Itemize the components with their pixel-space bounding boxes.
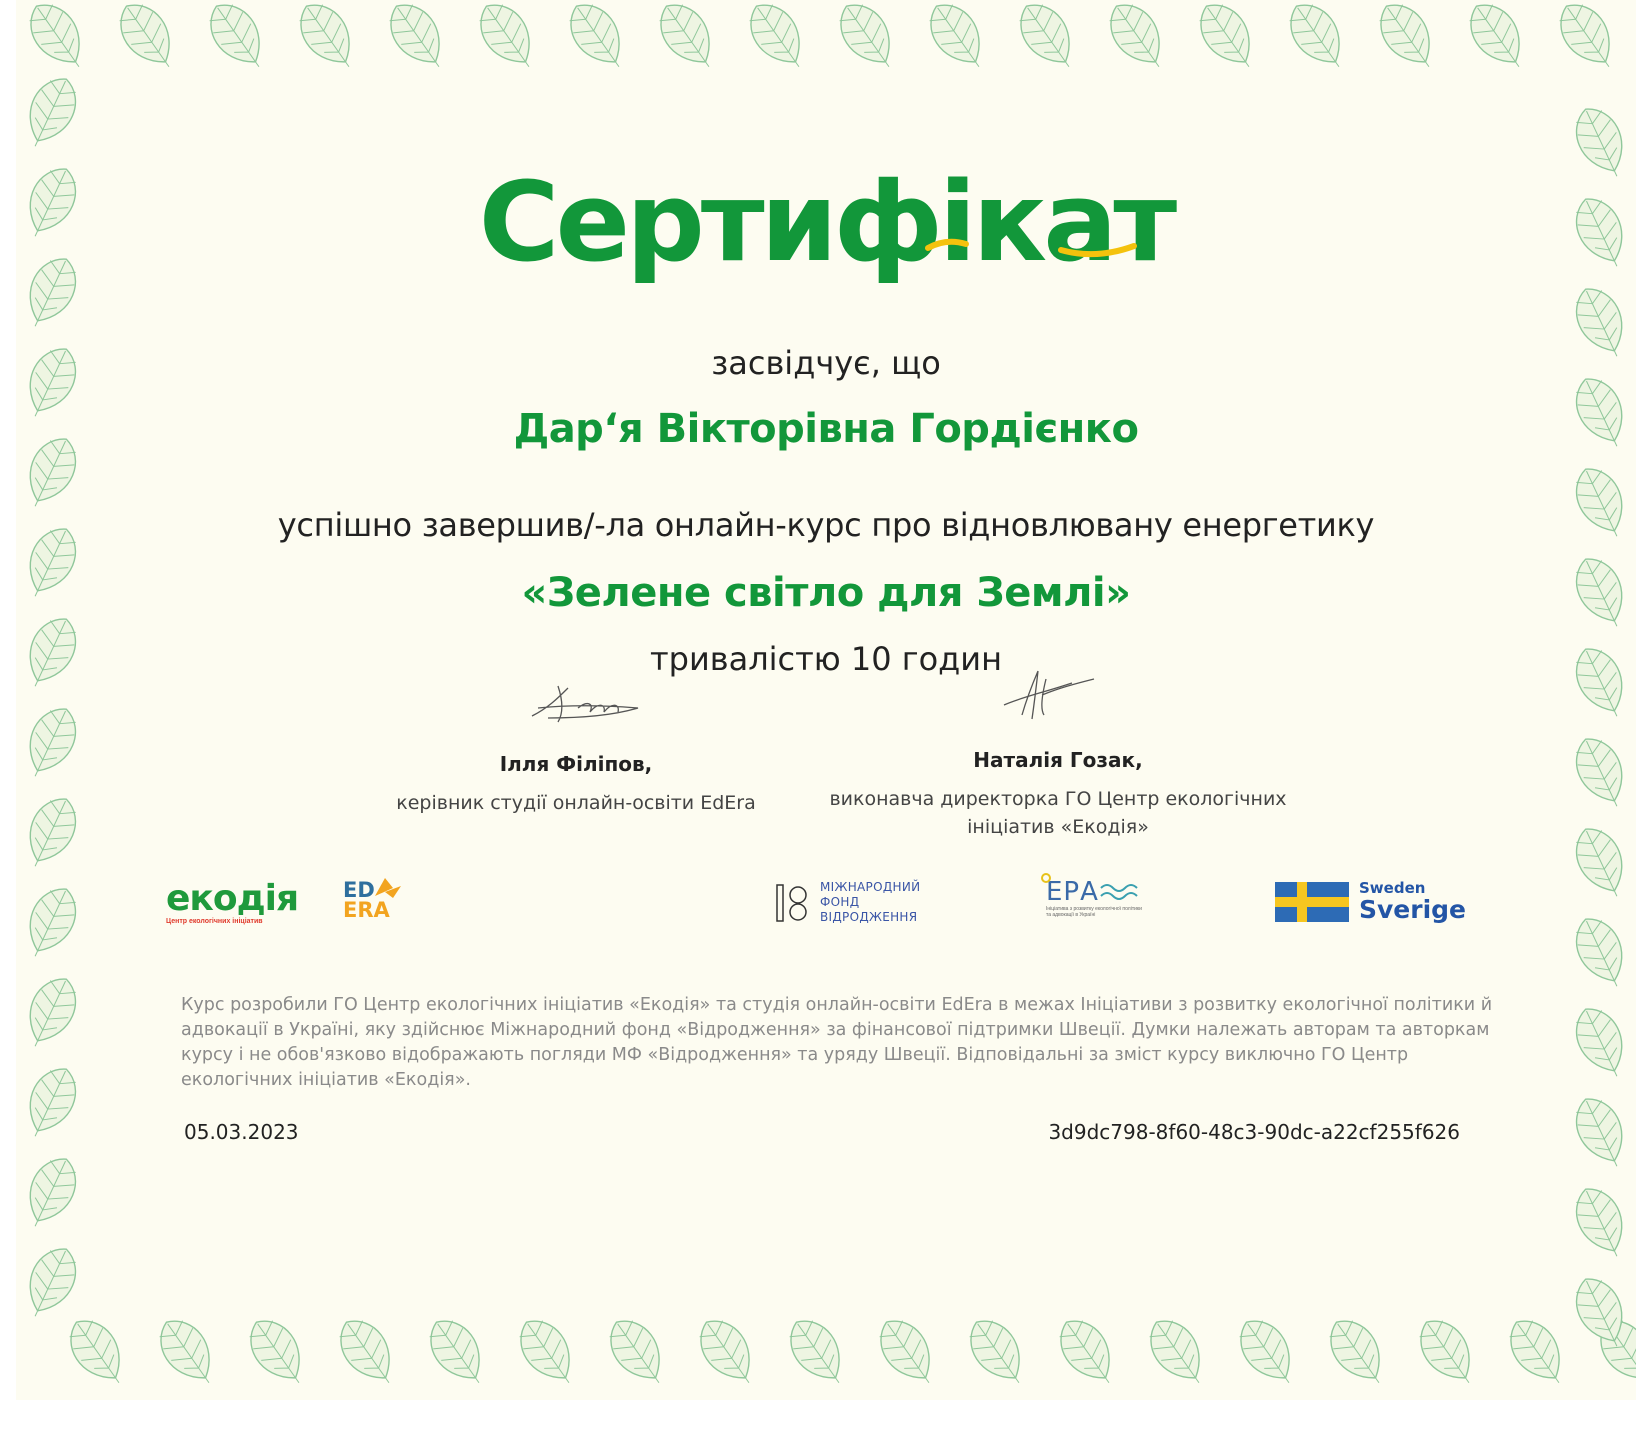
leaf-icon	[16, 790, 85, 875]
leaf-icon	[1409, 1310, 1486, 1395]
certificate-title	[16, 152, 1636, 292]
issue-date: 05.03.2023	[184, 1120, 299, 1144]
leaf-icon	[1499, 1310, 1576, 1395]
leaf-icon	[1189, 0, 1266, 79]
leaf-icon	[1567, 1000, 1636, 1085]
leaf-icon	[19, 0, 96, 79]
leaf-icon	[469, 0, 546, 79]
leaf-icon	[1459, 0, 1536, 79]
sweden-text-big: Sverige	[1359, 895, 1467, 924]
course-name: «Зелене світло для Землі»	[521, 570, 1131, 616]
irf-logo-text	[820, 880, 920, 925]
leaf-icon	[1369, 0, 1446, 79]
leaf-icon	[59, 1310, 136, 1395]
irf-line3: ВІДРОДЖЕННЯ	[820, 910, 918, 924]
signatory-1-name: Ілля Філіпов,	[499, 752, 653, 776]
leaf-icon	[329, 1310, 406, 1395]
leaf-icon	[1049, 1310, 1126, 1395]
leaf-icon	[779, 1310, 856, 1395]
leaf-icon	[16, 1150, 85, 1235]
epa-logo-text: ЕРА	[1046, 877, 1099, 907]
leaf-icon	[16, 70, 85, 155]
leaf-icon	[149, 1310, 226, 1395]
disclaimer-text: Курс розробили ГО Центр екологічних ініціатив «Екодія» та студія онлайн-освіти EdEra в межах Ініціативи з розвитку екологічної політики й адвокації в Україні, яку здійснює Міжнародний фонд «Відродження» за фінансової підтримки Швеції. Думки належать авторам та авторкам курсу і не обов'язково відображають погляди МФ «Відродження» та уряду Швеції. Відповідальні за зміст курсу виключно ГО Центр екологічних ініціатив «Екодія».	[181, 995, 1493, 1090]
leaf-icon	[1319, 1310, 1396, 1395]
signature-gozak-icon	[1002, 665, 1102, 725]
leaf-icon	[1279, 0, 1356, 79]
irf-line1: МІЖНАРОДНИЙ	[820, 880, 921, 894]
epa-sun-icon	[1040, 872, 1052, 884]
leaf-icon	[419, 1310, 496, 1395]
leaf-icon	[16, 880, 85, 965]
leaf-icon	[289, 0, 366, 79]
swedish-flag-icon	[1275, 882, 1349, 922]
leaf-icon	[689, 1310, 766, 1395]
signatory-2-role-line1: виконавча директорка ГО Центр екологічних	[829, 788, 1287, 810]
leaf-icon	[559, 0, 636, 79]
leaf-icon	[1567, 730, 1636, 815]
leaf-icon	[16, 1240, 85, 1325]
sweden-text-small: Sweden	[1359, 879, 1426, 897]
edera-logo	[343, 880, 390, 920]
signature-filipov-icon	[528, 678, 648, 728]
leaf-icon	[829, 0, 906, 79]
ekodia-logo-text: екодія	[166, 878, 299, 919]
leaf-icon	[16, 1060, 85, 1145]
signatory-2-role	[828, 784, 1288, 842]
epa-logo-subtext: Ініціатива з розвитку екологічної політики та адвокації в Україні	[1046, 906, 1142, 918]
leaf-icon	[199, 0, 276, 79]
leaf-icon	[599, 1310, 676, 1395]
epa-logo	[1046, 878, 1146, 918]
signatory-1	[396, 752, 756, 818]
leaf-icon	[109, 0, 186, 79]
signatory-1-role: керівник студії онлайн-освіти EdEra	[396, 792, 756, 814]
recipient-name: Дар‘я Вікторівна Гордієнко	[513, 406, 1139, 452]
signatory-2	[828, 748, 1288, 842]
ekodia-logo-subtext: Центр екологічних ініціатив	[166, 918, 263, 925]
edera-logo-ed: ED	[343, 878, 375, 902]
signatory-2-name: Наталія Гозак,	[973, 748, 1143, 772]
leaf-icon	[239, 1310, 316, 1395]
completion-text: успішно завершив/-ла онлайн-курс про відновлювану енергетику	[277, 506, 1375, 544]
certificate	[16, 0, 1636, 1400]
title-swoosh-icon	[16, 152, 1636, 292]
edera-book-icon	[371, 874, 411, 904]
leaf-icon	[1567, 1180, 1636, 1265]
leaf-icon	[16, 970, 85, 1055]
leaf-icon	[1567, 910, 1636, 995]
leaf-icon	[919, 0, 996, 79]
leaf-icon	[1139, 1310, 1216, 1395]
edera-logo-era: ERA	[343, 898, 390, 922]
leaf-icon	[1099, 0, 1176, 79]
sweden-logo-text	[1359, 880, 1466, 924]
irf-line2: ФОНД	[820, 895, 860, 909]
leaf-icon	[869, 1310, 946, 1395]
irf-logo	[776, 880, 920, 925]
leaf-icon	[16, 700, 85, 785]
leaf-icon	[379, 0, 456, 79]
certifies-text: засвідчує, що	[711, 344, 941, 382]
leaf-icon	[1549, 0, 1626, 79]
irf-mark-icon	[776, 883, 810, 923]
leaf-icon	[1589, 1310, 1636, 1395]
leaf-icon	[1229, 1310, 1306, 1395]
leaf-icon	[509, 1310, 586, 1395]
leaf-icon	[649, 0, 726, 79]
leaf-icon	[959, 1310, 1036, 1395]
leaf-icon	[1567, 1270, 1636, 1355]
leaf-icon	[1567, 820, 1636, 905]
certificate-title-text: Сертифікат	[478, 158, 1174, 286]
epa-wave-icon	[1099, 880, 1139, 904]
leaf-icon	[1567, 1090, 1636, 1175]
certificate-id: 3d9dc798-8f60-48c3-90dc-a22cf255f626	[1048, 1120, 1460, 1144]
ekodia-logo	[166, 880, 298, 925]
signatory-2-role-line2: ініціатив «Екодія»	[967, 816, 1149, 838]
leaf-icon	[739, 0, 816, 79]
course-duration: тривалістю 10 годин	[649, 640, 1003, 678]
sweden-logo	[1275, 880, 1466, 924]
leaf-icon	[1009, 0, 1086, 79]
